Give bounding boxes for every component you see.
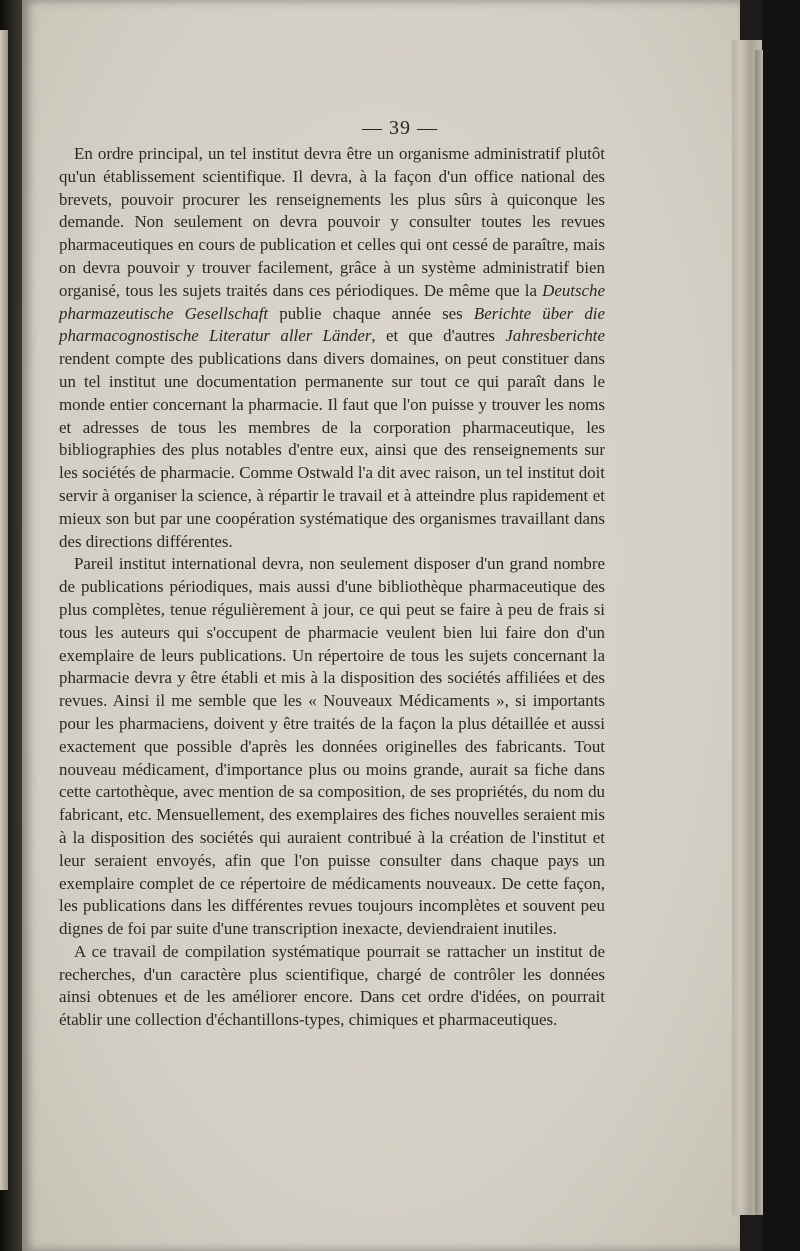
text-run-italic: Deutsche pharmazeutische Gesellschaft	[59, 280, 605, 323]
paragraph	[59, 941, 605, 1032]
text-run: publie chaque année ses	[268, 303, 474, 323]
text-run: En ordre principal, un tel institut devra être un organisme administratif plutôt qu'un établissement scientifique. Il devra, à la façon d'un office national des brevets, pouvoir procurer les renseignements les plus sûrs à quiconque les demande. Non seulement on devra pouvoir y consulter toutes les revues pharmaceutiques en cours de publication et celles qui ont cessé de paraître, mais on devra pouvoir y trouver facilement, grâce à un système administratif bien organisé, tous les sujets traités dans ces périodiques. De même que la	[59, 144, 605, 300]
text-run-italic: Jahresberichte	[505, 326, 605, 346]
text-run: Pareil institut international devra, non seulement disposer d'un grand nombre de publications périodiques, mais aussi d'une bibliothèque pharmaceutique des plus complètes, tenue régulièrement à jour, ce qui peut se faire à peu de frais si tous les auteurs qui s'occupent de pharmacie veulent bien lui faire don d'un exemplaire de leurs publications. Un répertoire de tous les sujets concernant la pharmacie devra y être établi et mis à la disposition des sociétés affiliées et des revues. Ainsi il me semble que les « Nouveaux Médicaments », si importants pour les pharmaciens, doivent y être traités de la façon la plus détaillée et aussi exactement que possible d'après les données originelles des fabricants. Tout nouveau médicament, d'importance plus ou moins grande, aurait sa fiche dans cette cartothèque, avec mention de sa composition, de ses propriétés, du nom du fabricant, etc. Mensuellement, des exemplaires des fiches nouvelles seraient mis à la disposition des sociétés qui auraient contribué à la création de l'institut et leur seraient envoyés, afin que l'on puisse consulter dans chaque pays un exemplaire complet de ce répertoire de médicaments nouveaux. De cette façon, les publications dans les différentes revues toujours incomplètes et souvent peu dignes de foi par suite d'une transcription inexacte, deviendraient inutiles.	[59, 554, 605, 939]
facing-page-edge	[0, 30, 8, 1190]
text-run: A ce travail de compilation systématique pourrait se rattacher un institut de recherches, d'un caractère plus scientifique, chargé de contrôler les données ainsi obtenues et de les améliorer encore. Dans cet ordre d'idées, on pourrait établir une collection d'échantillons-types, chimiques et pharmaceutiques.	[59, 941, 605, 1030]
background-right	[763, 0, 800, 1251]
paragraph	[59, 553, 605, 941]
body-text	[59, 143, 605, 1032]
text-run-italic: Berichte über die pharmacognostische Literatur aller Länder	[59, 303, 605, 346]
page-stack-shadow	[755, 50, 763, 1215]
page-number: — 39 —	[362, 117, 438, 139]
text-run: , et que d'autres	[371, 326, 506, 346]
paragraph	[59, 143, 605, 553]
text-run: rendent compte des publications dans divers domaines, on peut constituer dans un tel institut une documentation permanente sur tout ce qui paraît dans le monde entier concernant la pharmacie. Il faut que l'on puisse y trouver les noms et adresses de tous les membres de la corporation pharmaceutique, les bibliographies des plus notables d'entre eux, ainsi que des renseignements sur les sociétés de pharmacie. Comme Ostwald l'a dit avec raison, un tel institut doit servir à organiser la science, à répartir le travail et à atteindre plus rapidement et mieux son but par une coopération systématique des organismes travaillant dans des directions différentes.	[59, 349, 605, 551]
